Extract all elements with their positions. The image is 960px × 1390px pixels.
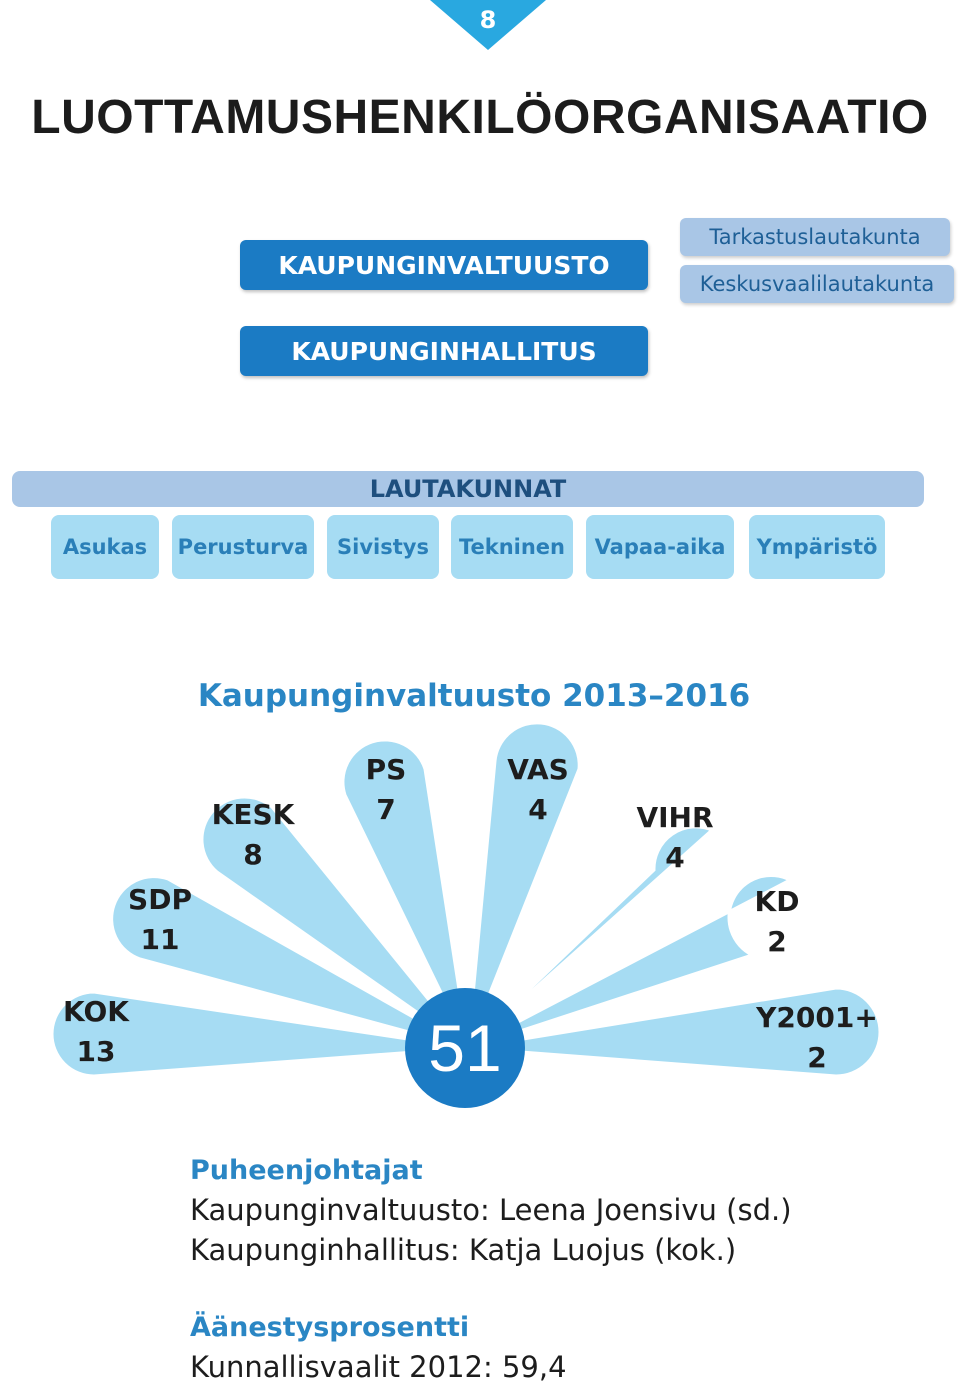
party-ps xyxy=(321,750,451,830)
party-vihr xyxy=(610,798,740,878)
turnout-value: Kunnallisvaalit 2012: 59,4 xyxy=(190,1350,567,1384)
board-box: KAUPUNGINHALLITUS xyxy=(240,326,648,376)
committee-tekninen: Tekninen xyxy=(451,515,573,579)
chair-council: Kaupunginvaltuusto: Leena Joensivu (sd.) xyxy=(190,1193,792,1227)
party-sdp-seats: 11 xyxy=(140,923,180,956)
turnout-heading: Äänestysprosentti xyxy=(190,1312,470,1343)
party-ps-name: PS xyxy=(365,753,407,786)
party-vas-name: VAS xyxy=(507,753,569,786)
party-kesk-seats: 8 xyxy=(243,838,263,871)
party-kok xyxy=(31,992,161,1072)
party-sdp xyxy=(95,880,225,960)
committees-bar: LAUTAKUNNAT xyxy=(12,471,924,507)
party-y2001-name: Y2001+ xyxy=(756,1001,878,1034)
party-vihr-seats: 4 xyxy=(665,841,685,874)
party-kesk-name: KESK xyxy=(211,798,295,831)
council-seats-title: Kaupunginvaltuusto 2013–2016 xyxy=(197,678,751,714)
party-ps-seats: 7 xyxy=(376,793,396,826)
committee-vapaa-aika: Vapaa-aika xyxy=(586,515,734,579)
committee-perusturva: Perusturva xyxy=(172,515,314,579)
party-kd xyxy=(712,882,842,962)
audit-committee-box: Tarkastuslautakunta xyxy=(680,218,950,256)
page-number: 8 xyxy=(479,6,497,34)
party-kok-name: KOK xyxy=(63,995,129,1028)
chair-board: Kaupunginhallitus: Katja Luojus (kok.) xyxy=(190,1233,737,1267)
party-vas xyxy=(473,750,603,830)
party-y2001 xyxy=(752,998,882,1078)
party-vas-seats: 4 xyxy=(528,793,548,826)
party-vihr-name: VIHR xyxy=(636,801,714,834)
party-sdp-name: SDP xyxy=(128,883,192,916)
chairs-heading: Puheenjohtajat xyxy=(190,1155,423,1186)
party-kok-seats: 13 xyxy=(76,1035,116,1068)
party-y2001-seats: 2 xyxy=(807,1041,827,1074)
page-title: LUOTTAMUSHENKILÖORGANISAATIO xyxy=(31,91,929,144)
party-kesk xyxy=(188,795,318,875)
total-seats: 51 xyxy=(405,988,525,1108)
committee-ymparisto: Ympäristö xyxy=(749,515,885,579)
committee-asukas: Asukas xyxy=(51,515,159,579)
council-box: KAUPUNGINVALTUUSTO xyxy=(240,240,648,290)
committee-sivistys: Sivistys xyxy=(327,515,439,579)
party-kd-seats: 2 xyxy=(767,925,787,958)
election-committee-box: Keskusvaalilautakunta xyxy=(680,265,954,303)
party-kd-name: KD xyxy=(754,885,800,918)
